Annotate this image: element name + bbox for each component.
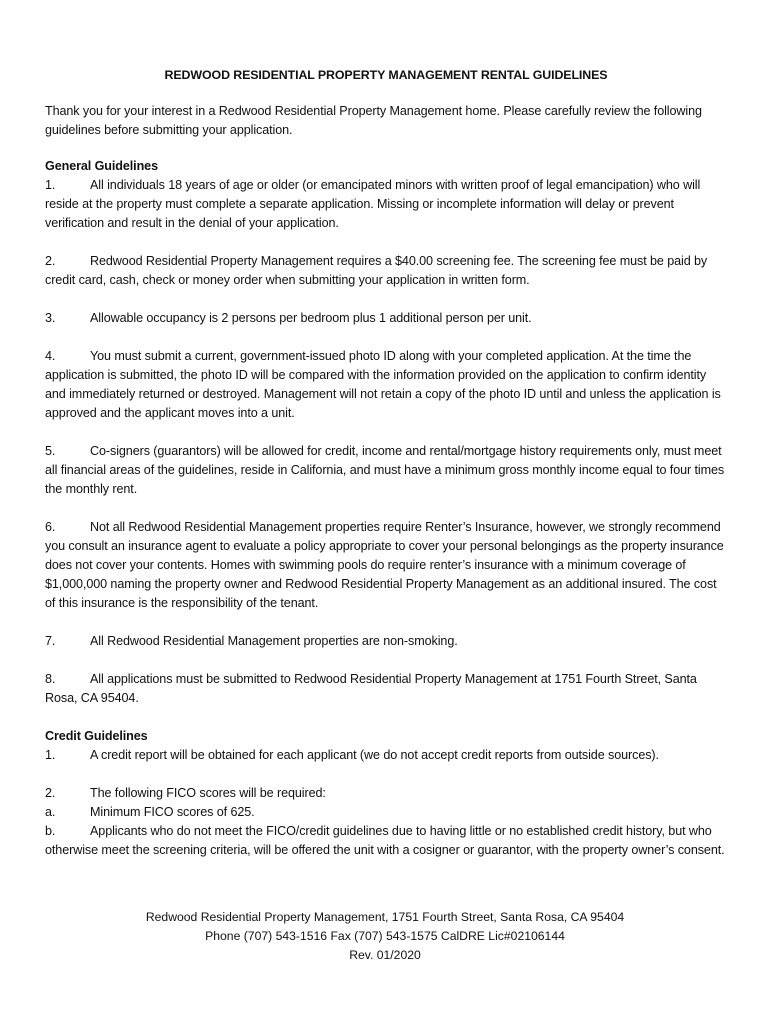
item-number: 8.: [45, 672, 56, 686]
item-text: Allowable occupancy is 2 persons per bedroom plus 1 additional person per unit.: [90, 311, 532, 325]
item-number: b.: [45, 824, 56, 838]
item-number: 2.: [45, 254, 56, 268]
credit-guidelines-heading: Credit Guidelines: [45, 729, 148, 743]
page-footer: [0, 908, 770, 965]
item-text: All applications must be submitted to Redwood Residential Property Management at 1751 Fourth Street, Santa Rosa, CA 95404.: [45, 672, 697, 705]
general-item-8: [45, 670, 727, 708]
footer-contact: Phone (707) 543-1516 Fax (707) 543-1575 CalDRE Lic#02106144: [205, 929, 565, 943]
item-text: Redwood Residential Property Management requires a $40.00 screening fee. The screening fee must be paid by credit card, cash, check or money order when submitting your application in written form.: [45, 254, 708, 287]
general-item-2: [45, 252, 727, 290]
item-text: The following FICO scores will be required:: [90, 786, 326, 800]
item-text: Minimum FICO scores of 625.: [90, 805, 255, 819]
item-text: Co-signers (guarantors) will be allowed for credit, income and rental/mortgage history requirements only, must meet all financial areas of the guidelines, reside in California, and must have a minimum gross monthly income equal to four times the monthly rent.: [45, 444, 725, 496]
item-number: a.: [45, 805, 56, 819]
item-number: 5.: [45, 444, 56, 458]
footer-revision: Rev. 01/2020: [349, 948, 421, 962]
general-item-5: [45, 442, 727, 499]
item-number: 6.: [45, 520, 56, 534]
general-item-4: [45, 347, 727, 423]
document-title: REDWOOD RESIDENTIAL PROPERTY MANAGEMENT RENTAL GUIDELINES: [164, 68, 608, 82]
general-item-6: [45, 518, 727, 613]
item-number: 1.: [45, 178, 56, 192]
general-item-1: [45, 176, 727, 233]
general-item-7: [45, 632, 727, 651]
item-text: All Redwood Residential Management properties are non-smoking.: [90, 634, 458, 648]
intro-paragraph: Thank you for your interest in a Redwood Residential Property Management home. Please carefully review the following guidelines before submitting your application.: [45, 104, 702, 137]
item-number: 2.: [45, 786, 56, 800]
general-guidelines-heading: General Guidelines: [45, 159, 158, 173]
document-body: [45, 66, 727, 860]
footer-address: Redwood Residential Property Management, 1751 Fourth Street, Santa Rosa, CA 95404: [145, 910, 625, 924]
item-text: A credit report will be obtained for each applicant (we do not accept credit reports from outside sources).: [90, 748, 659, 762]
credit-item-1: [45, 746, 727, 765]
item-number: 7.: [45, 634, 56, 648]
item-text: You must submit a current, government-issued photo ID along with your completed application. At the time the application is submitted, the photo ID will be compared with the information provided on the application to confirm identity and immediately returned or destroyed. Management will not retain a copy of the photo ID until and unless the application is approved and the applicant moves into a unit.: [45, 349, 721, 420]
general-item-3: [45, 309, 727, 328]
credit-subitem-b: [45, 822, 727, 860]
credit-subitem-a: [45, 803, 727, 822]
item-number: 3.: [45, 311, 56, 325]
item-number: 4.: [45, 349, 56, 363]
item-text: All individuals 18 years of age or older (or emancipated minors with written proof of legal emancipation) who will reside at the property must complete a separate application. Missing or incomplete information will delay or prevent verification and result in the denial of your application.: [45, 178, 701, 230]
item-text: Applicants who do not meet the FICO/credit guidelines due to having little or no established credit history, but who otherwise meet the screening criteria, will be offered the unit with a cosigner or guarantor, with the property owner’s consent.: [45, 824, 725, 857]
credit-item-2: [45, 784, 727, 803]
item-number: 1.: [45, 748, 56, 762]
item-text: Not all Redwood Residential Management properties require Renter’s Insurance, however, we strongly recommend you consult an insurance agent to evaluate a policy appropriate to cover your personal belongings as the property insurance does not cover your contents. Homes with swimming pools do require renter’s insurance with a minimum coverage of $1,000,000 naming the property owner and Redwood Residential Property Management as an additional insured. The cost of this insurance is the responsibility of the tenant.: [45, 520, 724, 610]
